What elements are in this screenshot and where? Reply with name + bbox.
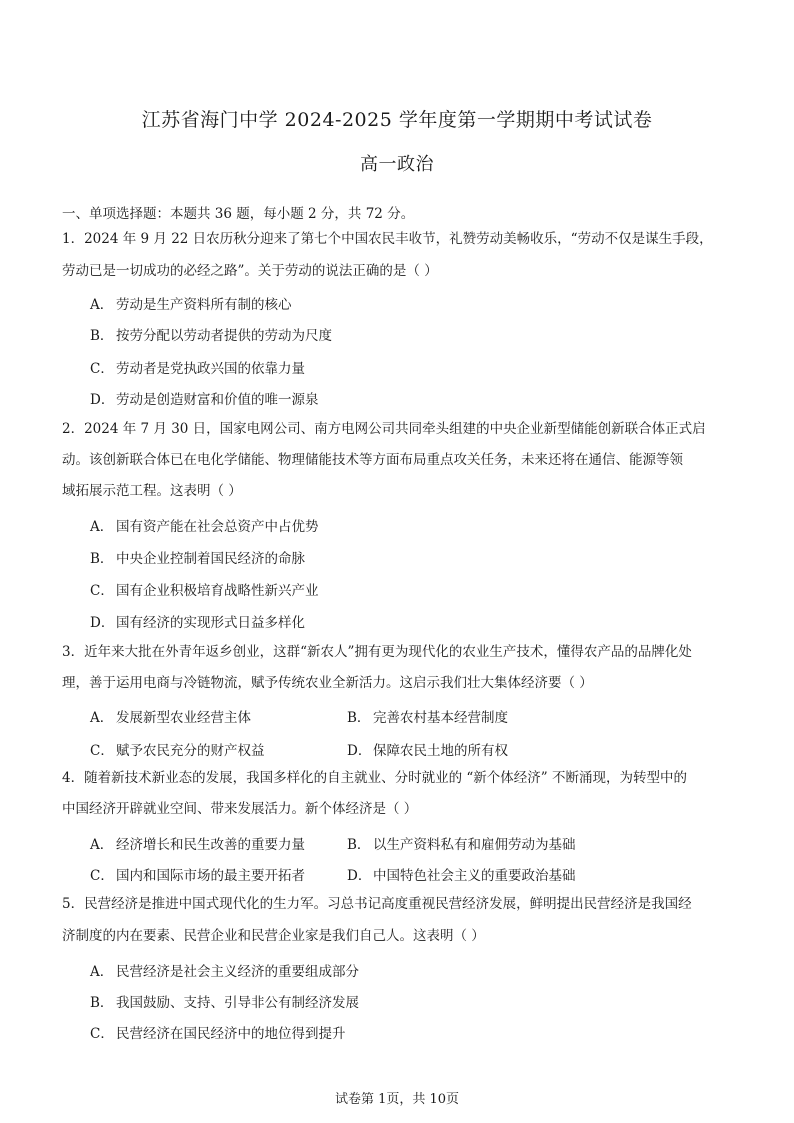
option-letter: C．	[90, 583, 114, 599]
question-5-stem-line-2: 济制度的内在要素、民营企业和民营企业家是我们自己人。这表明（ ）	[62, 928, 485, 944]
question-5-option-c[interactable]	[90, 1022, 346, 1042]
option-text: 中国特色社会主义的重要政治基础	[373, 868, 576, 884]
question-2-option-c[interactable]	[90, 579, 319, 599]
option-letter: B．	[90, 551, 114, 567]
option-text: 赋予农民充分的财产权益	[116, 743, 265, 759]
option-text: 劳动者是党执政兴国的依靠力量	[116, 361, 305, 377]
option-text: 以生产资料私有和雇佣劳动为基础	[373, 837, 576, 853]
option-letter: D．	[90, 615, 115, 631]
option-letter: D．	[347, 743, 372, 759]
option-letter: B．	[347, 837, 371, 853]
question-3-stem-line-2: 理，善于运用电商与冷链物流，赋予传统农业全新活力。这启示我们壮大集体经济要（ ）	[62, 675, 593, 691]
option-text: 完善农村基本经营制度	[373, 710, 508, 726]
option-text: 国有企业积极培育战略性新兴产业	[116, 583, 319, 599]
option-letter: A．	[90, 837, 114, 853]
page-subtitle: 高一政治	[360, 154, 434, 175]
option-text: 国有资产能在社会总资产中占优势	[116, 519, 319, 535]
option-text: 劳动是创造财富和价值的唯一源泉	[116, 392, 319, 408]
question-5-stem-line-1: 5．民营经济是推进中国式现代化的生力军。习总书记高度重视民营经济发展，鲜明提出民营经济是我国经	[62, 896, 692, 912]
option-text: 国有经济的实现形式日益多样化	[116, 615, 305, 631]
question-5-option-a[interactable]	[90, 960, 359, 980]
question-1-option-a[interactable]	[90, 293, 292, 313]
option-letter: A．	[90, 710, 114, 726]
question-3-option-c[interactable]	[90, 739, 265, 759]
option-text: 按劳分配以劳动者提供的劳动为尺度	[116, 328, 332, 344]
option-letter: B．	[347, 710, 371, 726]
question-4-option-c[interactable]	[90, 864, 305, 884]
option-letter: D．	[347, 868, 372, 884]
option-letter: C．	[90, 743, 114, 759]
question-5-option-b[interactable]	[90, 991, 359, 1011]
option-text: 中央企业控制着国民经济的命脉	[116, 551, 305, 567]
page-footer: 试卷第 1页，共 10页	[334, 1092, 460, 1107]
option-letter: B．	[90, 328, 114, 344]
option-letter: C．	[90, 868, 114, 884]
question-2-stem-line-1: 2．2024 年 7 月 30 日，国家电网公司、南方电网公司共同牵头组建的中央企业新型储能创新联合体正式启	[62, 421, 706, 437]
question-1-option-c[interactable]	[90, 357, 305, 377]
question-1-option-b[interactable]	[90, 324, 332, 344]
option-text: 国内和国际市场的最主要开拓者	[116, 868, 305, 884]
option-letter: A．	[90, 519, 114, 535]
question-1-option-d[interactable]	[90, 388, 319, 408]
page-title: 江苏省海门中学 2024-2025 学年度第一学期期中考试试卷	[141, 109, 653, 131]
question-1-stem-line-2: 劳动已是一切成功的必经之路”。关于劳动的说法正确的是（ ）	[62, 263, 438, 279]
section-heading: 一、单项选择题：本题共 36 题，每小题 2 分，共 72 分。	[62, 206, 415, 222]
option-letter: C．	[90, 1026, 114, 1042]
option-text: 经济增长和民生改善的重要力量	[116, 837, 305, 853]
question-4-option-a[interactable]	[90, 833, 305, 853]
question-3-option-d[interactable]	[347, 739, 508, 759]
question-2-stem-line-3: 域拓展示范工程。这表明（ ）	[62, 483, 242, 499]
question-4-option-b[interactable]	[347, 833, 576, 853]
option-text: 发展新型农业经营主体	[116, 710, 251, 726]
option-letter: A．	[90, 964, 114, 980]
option-text: 民营经济是社会主义经济的重要组成部分	[116, 964, 359, 980]
question-4-option-d[interactable]	[347, 864, 576, 884]
question-3-option-a[interactable]	[90, 706, 251, 726]
option-letter: D．	[90, 392, 115, 408]
question-3-option-b[interactable]	[347, 706, 508, 726]
question-1-stem-line-1: 1．2024 年 9 月 22 日农历秋分迎来了第七个中国农民丰收节，礼赞劳动美畅收乐，“劳动不仅是谋生手段，	[62, 231, 713, 247]
option-text: 民营经济在国民经济中的地位得到提升	[116, 1026, 346, 1042]
option-letter: B．	[90, 995, 114, 1011]
question-3-stem-line-1: 3．近年来大批在外青年返乡创业，这群“新农人”拥有更为现代化的农业生产技术，懂得农产品的品牌化处	[62, 644, 692, 660]
option-letter: A．	[90, 297, 114, 313]
option-text: 保障农民土地的所有权	[373, 743, 508, 759]
question-4-stem-line-1: 4．随着新技术新业态的发展，我国多样化的自主就业、分时就业的 “新个体经济” 不断涌现，为转型中的	[62, 770, 687, 786]
question-2-option-d[interactable]	[90, 611, 305, 631]
option-letter: C．	[90, 361, 114, 377]
option-text: 劳动是生产资料所有制的核心	[116, 297, 292, 313]
question-2-option-a[interactable]	[90, 515, 319, 535]
option-text: 我国鼓励、支持、引导非公有制经济发展	[116, 995, 359, 1011]
question-2-stem-line-2: 动。该创新联合体已在电化学储能、物理储能技术等方面布局重点攻关任务，未来还将在通信、能源等领	[62, 452, 683, 468]
question-2-option-b[interactable]	[90, 547, 305, 567]
question-4-stem-line-2: 中国经济开辟就业空间、带来发展活力。新个体经济是（ ）	[62, 801, 418, 817]
